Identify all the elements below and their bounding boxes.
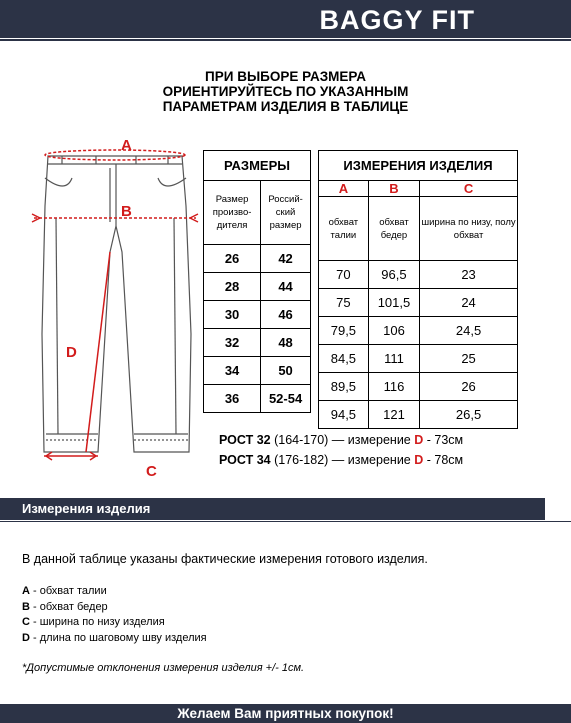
col-waist: обхват талии [319, 197, 369, 261]
section-bar [0, 498, 545, 520]
growth-value: - 73см [423, 433, 464, 447]
manufacturer-size: 36 [204, 385, 261, 413]
growth-label: РОСТ 32 [219, 433, 271, 447]
bottom-width-value: 23 [420, 261, 518, 289]
hips-value: 116 [368, 373, 419, 401]
growth-line [219, 433, 463, 447]
hint-line: ПРИ ВЫБОРЕ РАЗМЕРА [205, 69, 366, 84]
hint-line: ПАРАМЕТРАМ ИЗДЕЛИЯ В ТАБЛИЦЕ [162, 99, 409, 114]
col-bottom-width: ширина по низу, полу обхват [420, 197, 518, 261]
manufacturer-size: 34 [204, 357, 261, 385]
intro-text: В данной таблице указаны фактические измерения готового изделия. [22, 552, 428, 566]
col-manufacturer-size: Размер произво- дителя [204, 181, 261, 245]
tolerance-note: *Допустимые отклонения измерения изделия +/- 1см. [22, 662, 305, 674]
measurements-table [318, 150, 518, 429]
waist-value: 79,5 [319, 317, 369, 345]
growth-label: РОСТ 34 [219, 453, 271, 467]
manufacturer-size: 30 [204, 301, 261, 329]
table-row [319, 261, 518, 289]
table-row [204, 273, 311, 301]
bottom-width-value: 26,5 [420, 401, 518, 429]
waist-value: 75 [319, 289, 369, 317]
russian-size: 50 [261, 357, 311, 385]
growth-value: - 78см [423, 453, 464, 467]
page-title: BAGGY FIT [319, 5, 475, 35]
hint-line: ОРИЕНТИРУЙТЕСЬ ПО УКАЗАННЫМ [162, 84, 409, 99]
measurements-table-title: ИЗМЕРЕНИЯ ИЗДЕЛИЯ [319, 151, 518, 181]
russian-size: 44 [261, 273, 311, 301]
header-bar [0, 0, 571, 38]
table-row [319, 317, 518, 345]
growth-range: (164-170) — измерение [274, 433, 415, 447]
growth-line [219, 453, 463, 467]
manufacturer-size: 28 [204, 273, 261, 301]
section-title: Измерения изделия [22, 501, 151, 516]
waist-value: 84,5 [319, 345, 369, 373]
table-row [319, 345, 518, 373]
footer-text: Желаем Вам приятных покупок! [177, 706, 394, 721]
col-hips: обхват бедер [368, 197, 419, 261]
bottom-width-value: 24 [420, 289, 518, 317]
waist-value: 70 [319, 261, 369, 289]
waist-value: 89,5 [319, 373, 369, 401]
label-c: C [146, 463, 157, 480]
sizes-table-title: РАЗМЕРЫ [204, 151, 311, 181]
legend-item: D - длина по шаговому шву изделия [22, 631, 207, 644]
waist-value: 94,5 [319, 401, 369, 429]
label-b: B [121, 203, 132, 220]
russian-size: 48 [261, 329, 311, 357]
hips-value: 101,5 [368, 289, 419, 317]
growth-letter: D [414, 433, 424, 447]
manufacturer-size: 32 [204, 329, 261, 357]
hips-value: 106 [368, 317, 419, 345]
hips-value: 121 [368, 401, 419, 429]
table-row [204, 329, 311, 357]
footer-bar [0, 704, 571, 723]
header-underline [0, 39, 571, 41]
header [0, 0, 571, 44]
label-a: A [121, 137, 132, 154]
hips-value: 111 [368, 345, 419, 373]
russian-size: 46 [261, 301, 311, 329]
col-letter-c: C [420, 181, 518, 197]
legend-item: C - ширина по низу изделия [22, 616, 165, 628]
growth-letter: D [414, 453, 424, 467]
growth-range: (176-182) — измерение [274, 453, 415, 467]
bottom-width-value: 24,5 [420, 317, 518, 345]
size-hint [0, 69, 571, 114]
col-letter-b: B [368, 181, 419, 197]
legend [22, 584, 207, 646]
russian-size: 42 [261, 245, 311, 273]
col-russian-size: Россий- ский размер [261, 181, 311, 245]
label-d: D [66, 344, 77, 361]
table-row [204, 301, 311, 329]
legend-item: B - обхват бедер [22, 600, 108, 613]
bottom-width-value: 26 [420, 373, 518, 401]
legend-item: A - обхват талии [22, 585, 107, 597]
manufacturer-size: 26 [204, 245, 261, 273]
russian-size: 52-54 [261, 385, 311, 413]
table-row [319, 401, 518, 429]
table-row [204, 357, 311, 385]
table-row [319, 373, 518, 401]
bottom-width-value: 25 [420, 345, 518, 373]
sizes-table [203, 150, 311, 413]
table-row [204, 385, 311, 413]
section-underline [0, 521, 571, 522]
pants-diagram [26, 134, 201, 484]
hips-value: 96,5 [368, 261, 419, 289]
col-letter-a: A [319, 181, 369, 197]
table-row [204, 245, 311, 273]
table-row [319, 289, 518, 317]
